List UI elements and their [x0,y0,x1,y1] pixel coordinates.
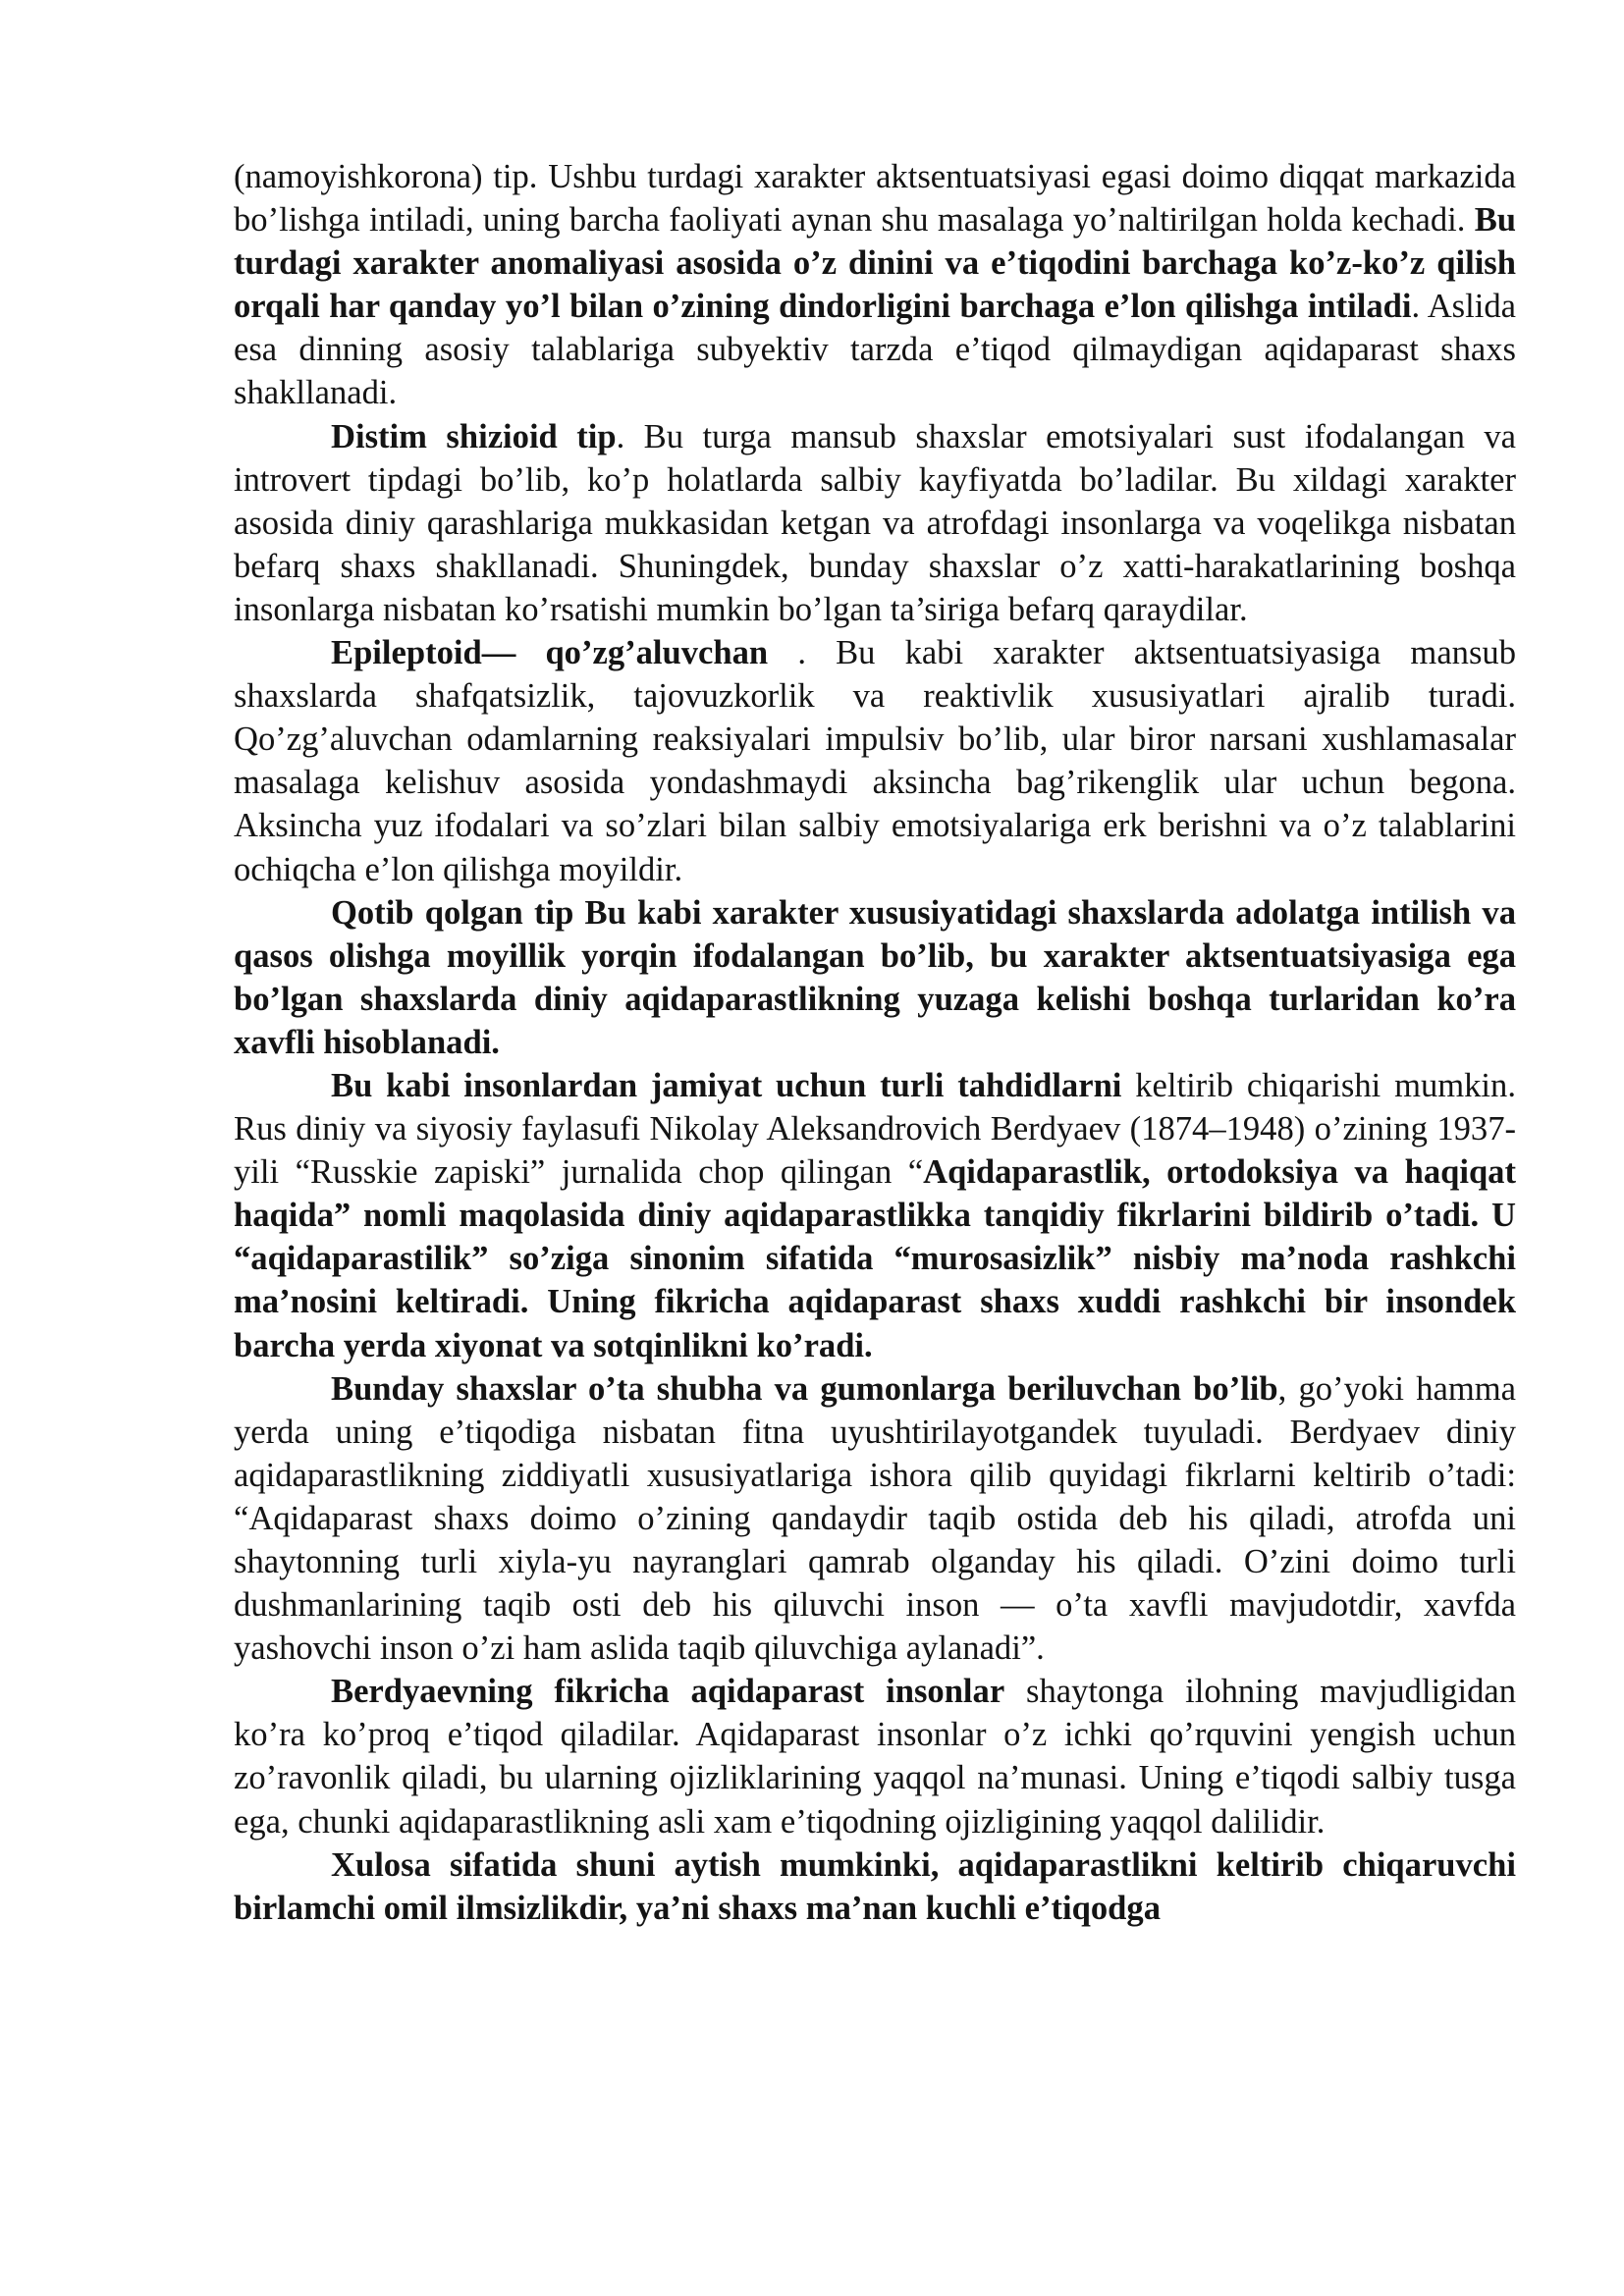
paragraph-xulosa [234,1843,1516,1930]
bold-text-run: Xulosa sifatida shuni aytish mumkinki, aqidaparastlikni keltirib chiqaruvchi birlamchi omil ilmsizlikdir, ya’ni shaxs ma’nan kuchli e’tiqodga [234,1845,1516,1927]
text-run: keltirib chiqarishi mumkin. Rus diniy va siyosiy faylasufi Nikolay Aleksandrovich Berdyaev (1874–1948) o’zining 1937-yili “Russkie zapiski” jurnalida chop qilingan “ [234,1066,1516,1192]
text-run: . Bu kabi xarakter aktsentuatsiyasiga mansub shaxslarda shafqatsizlik, tajovuzkorlik va reaktivlik xususiyatlari ajralib turadi. Qo’zg’aluvchan odamlarning reaksiyalari impulsiv bo’lib, ular biror narsani xushlamasalar masalaga kelishuv asosida yondashmaydi aksincha bag’rikenglik ular uchun begona. Aksincha yuz ifodalari va so’zlari bilan salbiy emotsiyalariga erk berishni va o’z talablarini ochiqcha e’lon qilishga moyildir. [234,634,1516,888]
bold-text-run: Epileptoid— qo’zg’aluvchan [331,634,798,672]
text-run: (namoyishkorona) tip. Ushbu turdagi xarakter aktsentuatsiyasi egasi doimo diqqat markazida bo’lishga intiladi, uning barcha faoliyati aynan shu masalaga yo’naltirilgan holda kechadi. [234,158,1516,240]
paragraph-namoyishkorona-tip [234,155,1516,415]
paragraph-berdyaev-intro [234,1064,1516,1367]
bold-text-run: Berdyaevning fikricha aqidaparast insonlar [331,1673,1005,1711]
bold-text-run: Bu kabi insonlardan jamiyat uchun turli tahdidlarni [331,1066,1122,1104]
text-run: shaytonga ilohning mavjudligidan ko’ra ko’proq e’tiqod qiladilar. Aqidaparast insonlar o’z ichki qo’rquvini yengish uchun zo’ravonlik qiladi, bu ularning ojizliklarining yaqqol na’munasi. Uning e’tiqodi salbiy tusga ega, chunki aqidaparastlikning asli xam e’tiqodning ojizligining yaqqol dalilidir. [234,1673,1516,1841]
paragraph-shubha-gumon [234,1367,1516,1671]
paragraph-distim-shizioid-tip [234,415,1516,631]
paragraph-qotib-qolgan-tip [234,891,1516,1064]
bold-text-run: Distim shizioid tip [331,417,617,455]
paragraph-epileptoid [234,631,1516,891]
bold-text-run: Qotib qolgan tip Bu kabi xarakter xususiyatidagi shaxslarda adolatga intilish va qasos olishga moyillik yorqin ifodalangan bo’lib, bu xarakter aktsentuatsiyasiga ega bo’lgan shaxslarda diniy aqidaparastlikning yuzaga kelishi boshqa turlaridan ko’ra xavfli hisoblanadi. [234,893,1516,1061]
text-run: , go’yoki hamma yerda uning e’tiqodiga nisbatan fitna uyushtirilayotgandek tuyuladi. Berdyaev diniy aqidaparastlikning ziddiyatli xususiyatlariga ishora qilib quyidagi fikrlarni keltirib o’tadi: “Aqidaparast shaxs doimo o’zining qandaydir taqib ostida deb his qiladi, atrofda uni shaytonning turli xiyla-yu nayranglari qamrab olganday his qiladi. O’zini doimo turli dushmanlarining taqib osti deb his qiluvchi inson — o’ta xavfli mavjudotdir, xavfda yashovchi inson o’zi ham aslida taqib qiluvchiga aylanadi”. [234,1369,1516,1668]
bold-text-run: Bunday shaxslar o’ta shubha va gumonlarga beriluvchan bo’lib [331,1369,1278,1408]
document-page [234,155,1516,1930]
bold-text-run: Aqidaparastlik, ortodoksiya va haqiqat haqida” nomli maqolasida diniy aqidaparastlikka tanqidiy fikrlarini bildirib o’tadi. U “aqidaparastilik” so’ziga sinonim sifatida “murosasizlik” nisbiy ma’noda rashkchi ma’nosini keltiradi. Uning fikricha aqidaparast shaxs xuddi rashkchi bir insondek barcha yerda xiyonat va sotqinlikni ko’radi. [234,1153,1516,1364]
text-run: . Bu turga mansub shaxslar emotsiyalari sust ifodalangan va introvert tipdagi bo’lib, ko’p holatlarda salbiy kayfiyatda bo’ladilar. Bu xildagi xarakter asosida diniy qarashlariga mukkasidan ketgan va atrofdagi insonlarga va voqelikga nisbatan befarq shaxs shakllanadi. Shuningdek, bunday shaxslar o’z xatti-harakatlarining boshqa insonlarga nisbatan ko’rsatishi mumkin bo’lgan ta’siriga befarq qaraydilar. [234,417,1516,628]
bold-text-run: Bu turdagi xarakter anomaliyasi asosida o’z dinini va e’tiqodini barchaga ko’z-ko’z qilish orqali har qanday yo’l bilan o’zining dindorligini barchaga e’lon qilishga intiladi [234,201,1516,326]
text-run: . Aslida esa dinning asosiy talablariga subyektiv tarzda e’tiqod qilmaydigan aqidaparast shaxs shakllanadi. [234,288,1516,412]
paragraph-berdyaev-fikricha [234,1670,1516,1842]
